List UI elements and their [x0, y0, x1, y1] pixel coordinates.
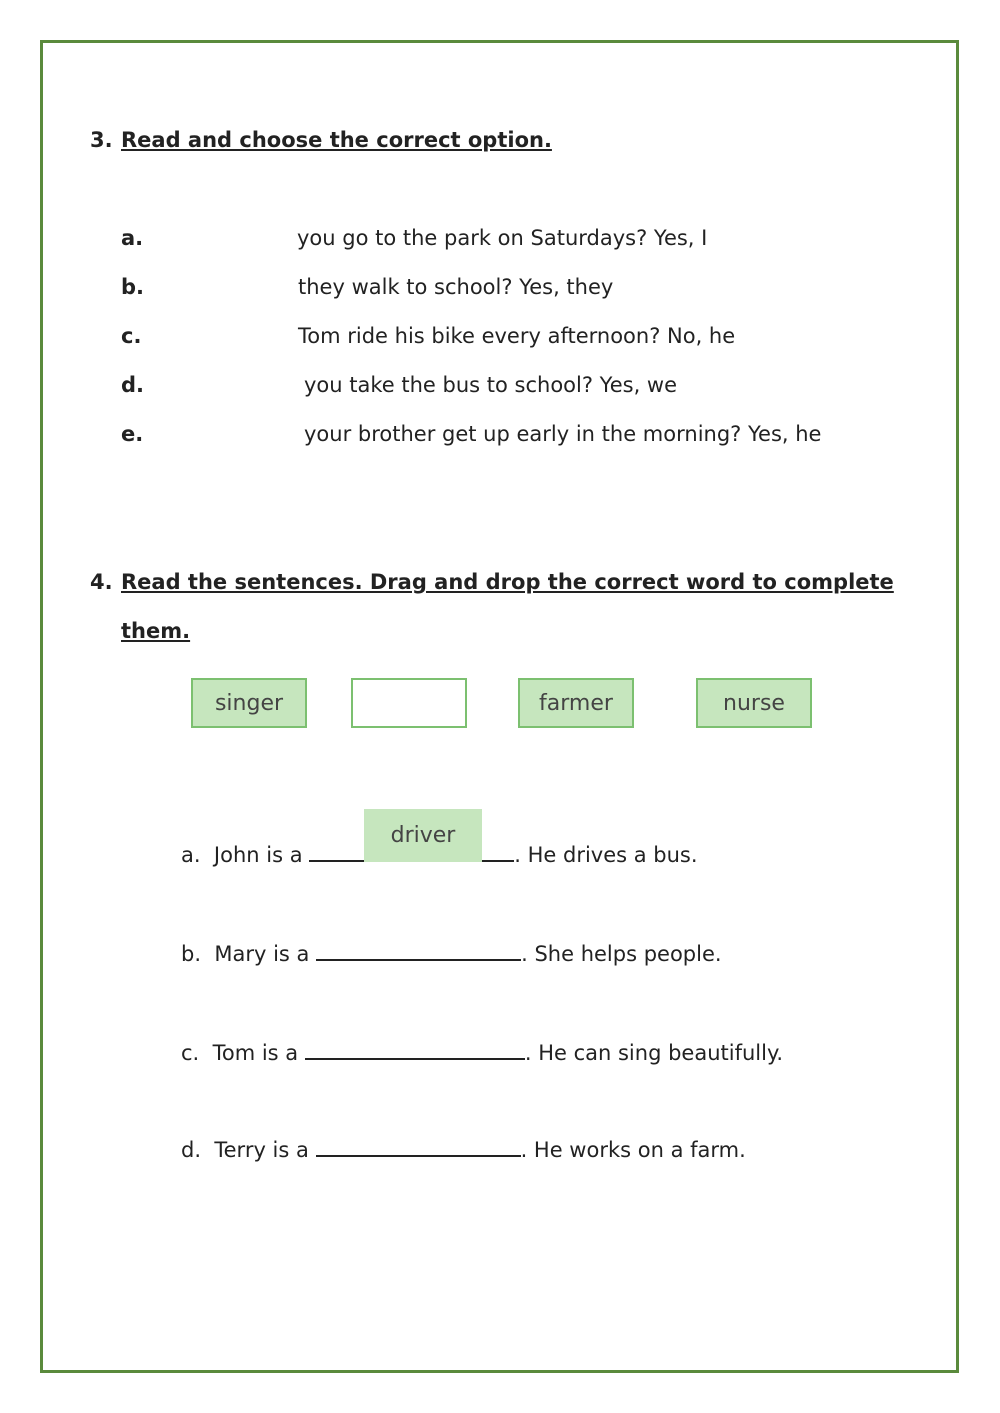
question-a-letter: a. [121, 226, 144, 250]
sentence-c [181, 1040, 783, 1065]
section-4-number: 4. [90, 570, 113, 594]
sentence-b-letter: b. [181, 942, 202, 966]
sentence-c-after: . He can sing beautifully. [524, 1041, 784, 1065]
section-3-heading: Read and choose the correct option. [121, 128, 552, 152]
sentence-b [181, 941, 722, 966]
section-4-heading-line2: them. [121, 619, 191, 643]
sentence-b-blank[interactable] [316, 941, 521, 961]
word-chip-nurse[interactable]: nurse [696, 678, 812, 728]
sentence-a-after: . He drives a bus. [514, 843, 698, 867]
sentence-c-blank[interactable] [305, 1040, 525, 1060]
question-d-letter: d. [121, 373, 145, 397]
sentence-a-letter: a. [181, 843, 201, 867]
word-chip-empty-slot[interactable] [351, 678, 467, 728]
question-a-text: you go to the park on Saturdays? Yes, I [297, 226, 708, 250]
question-d-text: you take the bus to school? Yes, we [304, 373, 678, 397]
question-b-letter: b. [121, 275, 145, 299]
sentence-d [181, 1137, 746, 1162]
sentence-d-after: . He works on a farm. [520, 1138, 746, 1162]
sentence-a-before: John is a [213, 843, 303, 867]
dropped-word-chip-driver[interactable]: driver [364, 809, 482, 862]
sentence-d-blank[interactable] [316, 1137, 521, 1157]
word-chip-singer[interactable]: singer [191, 678, 307, 728]
sentence-c-before: Tom is a [212, 1041, 299, 1065]
question-b-text: they walk to school? Yes, they [298, 275, 614, 299]
sentence-b-before: Mary is a [214, 942, 310, 966]
section-3-number: 3. [90, 128, 113, 152]
sentence-d-before: Terry is a [214, 1138, 309, 1162]
question-e-text: your brother get up early in the morning? Yes, he [304, 422, 822, 446]
sentence-d-letter: d. [181, 1138, 202, 1162]
sentence-c-letter: c. [181, 1041, 200, 1065]
question-c-letter: c. [121, 324, 142, 348]
question-e-letter: e. [121, 422, 144, 446]
sentence-b-after: . She helps people. [521, 942, 722, 966]
question-c-text: Tom ride his bike every afternoon? No, he [298, 324, 736, 348]
section-4-heading-line1: Read the sentences. Drag and drop the correct word to complete [121, 570, 894, 594]
word-chip-farmer[interactable]: farmer [518, 678, 634, 728]
